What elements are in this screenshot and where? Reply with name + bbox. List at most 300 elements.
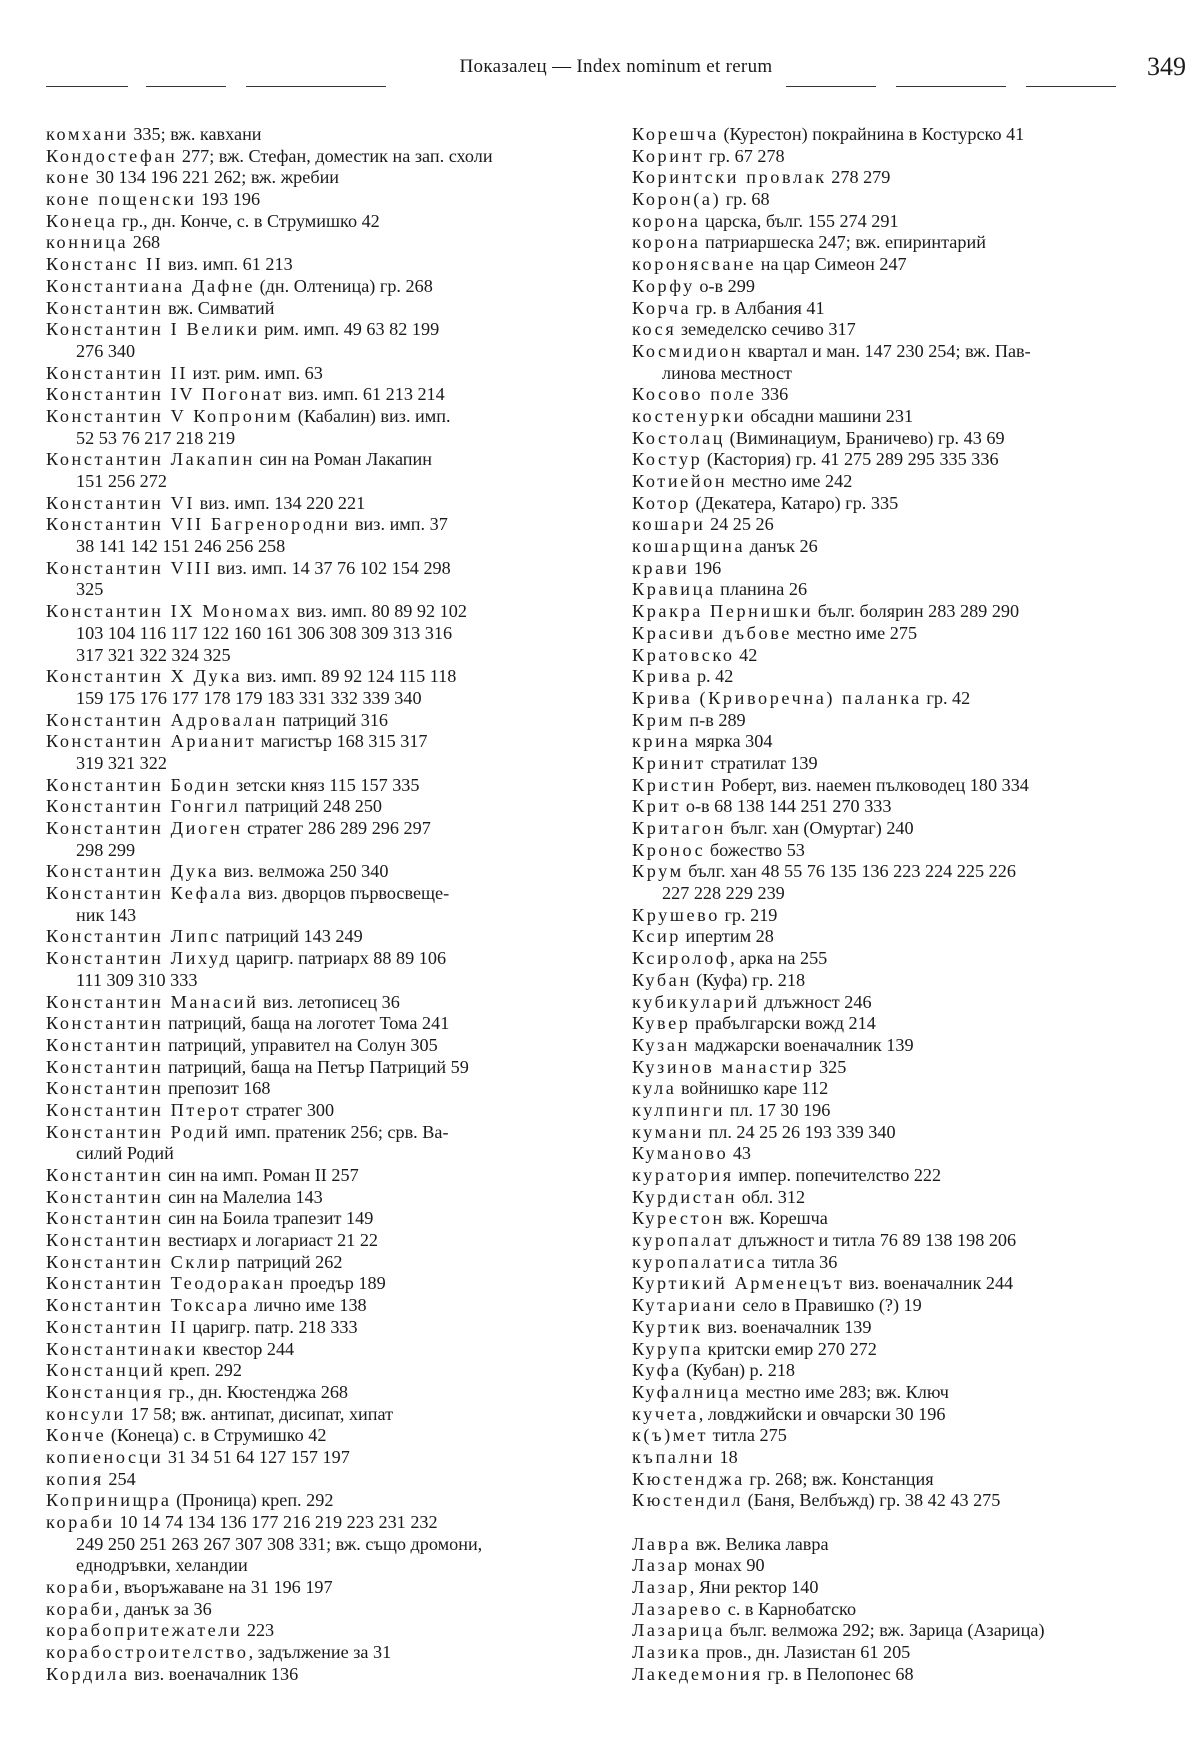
index-headword: Куртикий Арменецът xyxy=(632,1273,845,1294)
index-entry-line xyxy=(46,1599,584,1621)
index-entry-line xyxy=(632,124,1180,146)
index-entry-text: (Проница) креп. 292 xyxy=(171,1490,334,1511)
index-headword: Куфа xyxy=(632,1360,682,1381)
index-entry-line xyxy=(46,1360,584,1382)
index-entry-text: гр. 42 xyxy=(921,687,971,708)
index-entry-line xyxy=(632,319,1180,341)
index-entry-text: 298 299 xyxy=(76,839,136,860)
index-entry-line xyxy=(632,558,1180,580)
index-entry-text: 336 xyxy=(756,384,789,405)
index-entry-line xyxy=(632,1295,1180,1317)
index-entry-line xyxy=(46,298,584,320)
index-entry-line xyxy=(632,1057,1180,1079)
index-entry-line xyxy=(632,775,1180,797)
index-entry-text: силий Родий xyxy=(76,1143,174,1164)
index-entry-text: виз. военачалник 244 xyxy=(844,1273,1014,1294)
index-headword: Крум xyxy=(632,861,684,882)
index-headword: Куманово xyxy=(632,1143,729,1164)
index-headword: Кравица xyxy=(632,579,716,600)
index-entry-line xyxy=(46,1512,584,1534)
index-headword: корона xyxy=(632,232,701,253)
index-entry-text: царигр. патр. 218 333 xyxy=(187,1316,358,1337)
index-entry-line xyxy=(46,276,584,298)
index-entry-text: 31 34 51 64 127 157 197 xyxy=(163,1446,350,1467)
index-entry-text: обсадни машини 231 xyxy=(746,405,914,426)
index-headword: Курестон xyxy=(632,1208,725,1229)
index-headword: Лазарево xyxy=(632,1598,724,1619)
index-headword: Лазар xyxy=(632,1555,690,1576)
index-headword: Лакедемония xyxy=(632,1663,763,1684)
index-entry-line xyxy=(632,341,1180,363)
index-entry-line xyxy=(46,1078,584,1100)
index-entry-text: 24 25 26 xyxy=(705,514,774,535)
header-rule-left-1 xyxy=(46,86,128,87)
index-entry-line xyxy=(46,601,584,623)
index-entry-text: (Курестон) покрайнина в Костурско 41 xyxy=(718,124,1025,144)
index-entry-line xyxy=(632,167,1180,189)
index-entry-text: 103 104 116 117 122 160 161 306 308 309 313 316 xyxy=(76,622,453,643)
index-entry-line xyxy=(46,1490,584,1512)
index-entry-line xyxy=(632,1599,1180,1621)
index-entry-line xyxy=(632,1078,1180,1100)
index-entry-text: патриаршеска 247; вж. епиринтарий xyxy=(700,232,986,253)
index-entry-text: патриций, управител на Солун 305 xyxy=(163,1034,438,1055)
index-entry-line xyxy=(632,579,1180,601)
index-headword: Кондостефан xyxy=(46,145,178,166)
header-rule-left-2 xyxy=(146,86,226,87)
index-entry-line xyxy=(632,514,1180,536)
index-entry-text: данък 26 xyxy=(745,536,818,557)
index-entry-line xyxy=(46,883,584,905)
index-headword: Крушево xyxy=(632,904,720,925)
index-entry-line xyxy=(632,992,1180,1014)
index-headword: Константин Бодин xyxy=(46,774,232,795)
index-entry-line xyxy=(632,449,1180,471)
index-entry-line xyxy=(46,840,584,862)
index-headword: Кюстенджа xyxy=(632,1468,745,1489)
index-entry-text: виз. имп. 61 213 214 xyxy=(283,384,445,405)
index-entry-text: изт. рим. имп. 63 xyxy=(187,362,323,383)
index-entry-text: местно име 283; вж. Ключ xyxy=(741,1381,949,1402)
index-entry-text: (Конеца) с. в Струмишко 42 xyxy=(106,1425,327,1446)
index-headword: Константин Токсара xyxy=(46,1295,250,1316)
index-headword: Константин VI xyxy=(46,492,196,513)
index-entry-line xyxy=(46,1208,584,1230)
index-entry-line xyxy=(632,688,1180,710)
index-entry-line xyxy=(46,514,584,536)
index-entry-text: 193 196 xyxy=(196,189,261,210)
index-entry-text: длъжност 246 xyxy=(759,991,872,1012)
index-entry-text: маджарски военачалник 139 xyxy=(689,1034,914,1055)
index-headword: Кузинов манастир xyxy=(632,1056,815,1077)
index-entry-text: , въоръжаване на 31 196 197 xyxy=(114,1577,333,1598)
index-entry-text: 268 xyxy=(128,232,161,253)
header-rule-right-3 xyxy=(1026,86,1116,87)
index-entry-text: гр. 67 278 xyxy=(704,145,785,166)
index-entry-text: , данък за 36 xyxy=(114,1598,212,1619)
index-headword: Константин X Дука xyxy=(46,666,243,687)
index-entry-line xyxy=(632,926,1180,948)
index-headword: Константин VII Багренородни xyxy=(46,514,351,535)
index-headword: Костур xyxy=(632,449,703,470)
index-entry-line xyxy=(46,167,584,189)
index-entry-text: стратег 286 289 296 297 xyxy=(242,818,431,838)
index-entry-text: зетски княз 115 157 335 xyxy=(231,774,420,795)
page-number: 349 xyxy=(1147,52,1186,81)
index-entry-line xyxy=(46,1035,584,1057)
index-entry-text: гр., дн. Кюстенджа 268 xyxy=(163,1381,349,1402)
index-entry-text: 38 141 142 151 246 256 258 xyxy=(76,536,286,557)
index-entry-text: ник 143 xyxy=(76,904,137,925)
index-entry-line xyxy=(46,948,584,970)
index-entry-text: виз. имп. 14 37 76 102 154 298 xyxy=(212,557,451,578)
index-headword: Константин VIII xyxy=(46,557,213,578)
index-entry-line xyxy=(46,1057,584,1079)
index-headword: Константин Склир xyxy=(46,1251,233,1272)
index-entry-line xyxy=(632,1425,1180,1447)
index-entry-line xyxy=(632,601,1180,623)
running-title: Показалец — Index nominum et rerum xyxy=(459,56,773,77)
index-headword: Константин Лакапин xyxy=(46,449,255,470)
index-headword: копия xyxy=(46,1468,104,1489)
index-entry-text: 10 14 74 134 136 177 216 219 223 231 232 xyxy=(114,1512,438,1532)
index-entry-line xyxy=(632,536,1180,558)
index-entry-text: син на имп. Роман II 257 xyxy=(163,1165,359,1185)
index-entry-line xyxy=(46,753,584,775)
index-entry-line xyxy=(632,1360,1180,1382)
index-entry-text: , арка на 255 xyxy=(730,948,828,969)
index-entry-text: ипертим 28 xyxy=(680,926,774,947)
index-headword: Константин IX Мономах xyxy=(46,601,293,622)
index-entry-text: син на Боила трапезит 149 xyxy=(163,1208,374,1229)
index-headword: консули xyxy=(46,1403,126,1424)
index-headword: Ксиролоф xyxy=(632,948,731,969)
index-headword: кошари xyxy=(632,514,706,535)
index-headword: Космидион xyxy=(632,340,744,361)
index-headword: Константин Гонгил xyxy=(46,796,241,817)
index-headword: Константин xyxy=(46,297,164,318)
index-headword: костенурки xyxy=(632,405,747,426)
index-entry-line xyxy=(46,1100,584,1122)
index-headword: кула xyxy=(632,1078,677,1099)
index-headword: Кронос xyxy=(632,839,706,860)
index-entry-line xyxy=(46,579,584,601)
index-entry-line xyxy=(46,428,584,450)
index-entry-line xyxy=(632,384,1180,406)
index-entry-text: (Кубан) р. 218 xyxy=(681,1360,796,1381)
index-headword: Котиейон xyxy=(632,471,728,491)
index-headword: куропалатиса xyxy=(632,1251,768,1272)
index-headword: Лазарица xyxy=(632,1620,726,1641)
index-entry-line xyxy=(632,493,1180,515)
index-entry-line xyxy=(46,449,584,471)
index-entry-line xyxy=(46,970,584,992)
index-entry-text: виз. имп. 61 213 xyxy=(163,254,293,275)
index-entry-line xyxy=(632,840,1180,862)
index-headword: коне пощенски xyxy=(46,189,197,210)
index-headword: корона xyxy=(632,210,701,231)
index-entry-line xyxy=(46,536,584,558)
index-headword: Кубан xyxy=(632,969,692,990)
index-entry-line xyxy=(46,623,584,645)
index-entry-line xyxy=(46,775,584,797)
index-entry-text: гр. в Албания 41 xyxy=(691,297,825,318)
index-entry-line xyxy=(46,341,584,363)
index-entry-line xyxy=(632,1469,1180,1491)
index-headword: Лазар xyxy=(632,1577,690,1598)
index-entry-text: село в Правишко (?) 19 xyxy=(737,1295,922,1316)
index-entry-text: (Виминациум, Браничево) гр. 43 69 xyxy=(725,427,1005,448)
index-headword: Кордила xyxy=(46,1663,130,1684)
index-headword: Кюстендил xyxy=(632,1490,744,1511)
index-headword: Кутариани xyxy=(632,1295,738,1316)
index-headword: Крива xyxy=(632,666,693,687)
index-entry-text: критски емир 270 272 xyxy=(703,1338,877,1359)
index-headword: кулпинги xyxy=(632,1099,726,1120)
index-entry-text: стратег 300 xyxy=(241,1099,335,1120)
index-headword: Корфу xyxy=(632,275,695,296)
index-entry-text: патриций 262 xyxy=(232,1251,343,1272)
index-entry-line xyxy=(632,298,1180,320)
page-header xyxy=(46,52,1186,90)
index-entry-text: стратилат 139 xyxy=(705,752,818,773)
index-entry-text: виз. имп. 80 89 92 102 xyxy=(292,601,467,622)
index-headword: Константин Кефала xyxy=(46,883,244,904)
index-entry-line xyxy=(46,992,584,1014)
index-entry-text: линова местност xyxy=(662,362,792,383)
index-entry-text: бълг. хан (Омуртаг) 240 xyxy=(725,818,914,838)
index-headword: кубикуларий xyxy=(632,991,760,1012)
index-headword: Кратовско xyxy=(632,644,735,665)
index-entry-text: гр. 219 xyxy=(719,904,778,925)
index-headword: Константин xyxy=(46,1208,164,1229)
index-headword: Константин Липс xyxy=(46,926,221,947)
index-headword: кораби xyxy=(46,1598,115,1619)
index-entry-line xyxy=(46,1013,584,1035)
index-entry-text: 317 321 322 324 325 xyxy=(76,644,231,665)
index-entry-line xyxy=(632,1230,1180,1252)
index-entry-text: 335; вж. кавхани xyxy=(128,124,262,144)
index-entry-line xyxy=(632,1339,1180,1361)
index-headword: конница xyxy=(46,232,129,253)
index-entry-text: вж. Велика лавра xyxy=(691,1533,829,1554)
index-headword: Константин Манасий xyxy=(46,991,259,1012)
index-entry-text: местно име 275 xyxy=(791,622,918,643)
index-headword: Костолац xyxy=(632,427,726,448)
index-entry-line xyxy=(632,1490,1180,1512)
index-headword: Куртик xyxy=(632,1316,703,1337)
index-entry-text: 278 279 xyxy=(826,167,891,188)
index-headword: Константин I Велики xyxy=(46,319,260,340)
index-headword: кучета xyxy=(632,1403,699,1424)
index-entry-line xyxy=(46,710,584,732)
index-headword: Константин Лихуд xyxy=(46,948,232,969)
index-entry-text: квестор 244 xyxy=(197,1338,295,1359)
index-headword: коронясване xyxy=(632,254,757,275)
index-headword: Констанций xyxy=(46,1360,166,1381)
index-entry-text: обл. 312 xyxy=(737,1186,806,1207)
index-entry-line xyxy=(632,1512,1180,1534)
index-headword: Константин xyxy=(46,1034,164,1055)
index-entry-text: гр. 268; вж. Констанция xyxy=(744,1468,934,1489)
index-entry-text: рим. имп. 49 63 82 199 xyxy=(259,319,440,340)
index-entry-text: вж. Корешча xyxy=(724,1208,828,1229)
index-entry-line xyxy=(46,471,584,493)
index-entry-text: 151 256 272 xyxy=(76,471,167,491)
index-headword: Константинаки xyxy=(46,1338,198,1359)
index-entry-text: 319 321 322 xyxy=(76,752,167,773)
index-headword: Лавра xyxy=(632,1533,692,1554)
index-entry-line xyxy=(46,1664,584,1686)
index-headword: Конче xyxy=(46,1425,107,1446)
index-headword: куропалат xyxy=(632,1230,734,1251)
index-entry-line xyxy=(46,1642,584,1664)
index-entry-line xyxy=(632,1273,1180,1295)
index-entry-line xyxy=(46,926,584,948)
index-entry-text: имп. пратеник 256; срв. Ва- xyxy=(230,1121,449,1142)
index-entry-line xyxy=(632,146,1180,168)
index-entry-line xyxy=(46,211,584,233)
index-headword: Курдистан xyxy=(632,1186,738,1207)
index-headword: Константин V Копроним xyxy=(46,405,294,426)
index-headword: Константин II xyxy=(46,362,188,383)
index-headword: крави xyxy=(632,557,690,578)
index-entry-line xyxy=(46,406,584,428)
index-entry-text: пл. 24 25 26 193 339 340 xyxy=(703,1121,896,1142)
index-entry-text: титла 36 xyxy=(767,1251,838,1272)
index-entry-line xyxy=(46,1620,584,1642)
index-entry-text: импер. попечителство 222 xyxy=(733,1165,942,1185)
index-entry-text: квартал и ман. 147 230 254; вж. Пав- xyxy=(743,340,1031,361)
index-entry-line xyxy=(632,232,1180,254)
index-entry-line xyxy=(632,1208,1180,1230)
index-entry-line xyxy=(46,1143,584,1165)
index-entry-line xyxy=(632,471,1180,493)
index-entry-text: (Баня, Велбъжд) гр. 38 42 43 275 xyxy=(743,1490,1001,1511)
index-entry-line xyxy=(46,861,584,883)
index-entry-text: 325 xyxy=(76,579,104,600)
index-headword: кося xyxy=(632,319,677,340)
index-entry-text: царигр. патриарх 88 89 106 xyxy=(231,948,447,969)
index-headword: Константин Арианит xyxy=(46,731,257,752)
index-entry-text: (Кабалин) виз. имп. xyxy=(293,405,451,426)
index-entry-text: царска, бълг. 155 274 291 xyxy=(700,210,899,231)
index-entry-line xyxy=(46,1230,584,1252)
index-entry-text: бълг. хан 48 55 76 135 136 223 224 225 226 xyxy=(683,861,1016,882)
index-entry-text: 111 309 310 333 xyxy=(76,969,198,990)
index-entry-text: пл. 17 30 196 xyxy=(725,1099,831,1120)
index-entry-line xyxy=(632,1187,1180,1209)
index-entry-text: 223 xyxy=(242,1620,275,1641)
index-entry-text: виз. имп. 89 92 124 115 118 xyxy=(242,666,457,687)
index-entry-text: еднодръвки, хеландии xyxy=(76,1555,248,1576)
index-entry-line xyxy=(632,1620,1180,1642)
index-headword: Лазика xyxy=(632,1642,702,1663)
index-entry-line xyxy=(46,1534,584,1556)
index-entry-text: (Кастория) гр. 41 275 289 295 335 336 xyxy=(702,449,999,470)
index-entry-text: 42 xyxy=(734,644,758,665)
index-entry-text: 249 250 251 263 267 307 308 331; вж. също дромони, xyxy=(76,1533,483,1554)
index-headword: Косово поле xyxy=(632,384,757,405)
index-headword: Копринищра xyxy=(46,1490,172,1511)
index-entry-text: вестиарх и логариаст 21 22 xyxy=(163,1230,379,1251)
index-entry-line xyxy=(46,558,584,580)
index-entry-line xyxy=(632,1534,1180,1556)
index-headword: Котор xyxy=(632,492,691,513)
index-entry-line xyxy=(632,211,1180,233)
index-entry-line xyxy=(632,753,1180,775)
index-entry-line xyxy=(46,254,584,276)
index-entry-text: виз. военачалник 136 xyxy=(129,1663,299,1684)
index-entry-line xyxy=(46,1187,584,1209)
index-entry-text: , задължение за 31 xyxy=(248,1642,392,1663)
index-entry-line xyxy=(46,1382,584,1404)
index-entry-text: 276 340 xyxy=(76,340,136,361)
index-entry-text: 159 175 176 177 178 179 183 331 332 339 340 xyxy=(76,687,422,708)
index-entry-line xyxy=(632,948,1180,970)
index-headword: Корешча xyxy=(632,124,719,144)
header-rule-right-1 xyxy=(786,86,876,87)
index-entry-text: патриций 248 250 xyxy=(240,796,383,817)
index-column-left xyxy=(46,124,584,1686)
index-entry-line xyxy=(46,1295,584,1317)
index-entry-line xyxy=(46,645,584,667)
index-entry-text: 43 xyxy=(728,1143,751,1164)
index-headword: Константин Птерот xyxy=(46,1099,242,1120)
index-entry-text: 277; вж. Стефан, доместик на зап. схоли xyxy=(177,145,493,166)
index-entry-line xyxy=(46,232,584,254)
index-entry-text: 227 228 229 239 xyxy=(662,883,785,904)
index-entry-text: виз. военачалник 139 xyxy=(702,1316,872,1337)
index-entry-line xyxy=(632,645,1180,667)
index-entry-line xyxy=(632,276,1180,298)
header-rule-left-3 xyxy=(246,86,386,87)
index-entry-text: о-в 299 xyxy=(694,275,755,296)
index-headword: Константин xyxy=(46,1186,164,1207)
index-entry-text: мярка 304 xyxy=(690,731,773,752)
index-headword: кораби xyxy=(46,1577,115,1598)
index-headword: кошарщина xyxy=(632,536,746,557)
index-entry-text: виз. имп. 37 xyxy=(350,514,448,535)
index-entry-line xyxy=(46,146,584,168)
index-entry-line xyxy=(46,384,584,406)
index-entry-text: лично име 138 xyxy=(249,1295,367,1316)
index-entry-text: 52 53 76 217 218 219 xyxy=(76,427,236,448)
index-headword: Коринтски провлак xyxy=(632,167,827,188)
index-entry-text: (дн. Олтеница) гр. 268 xyxy=(255,275,433,296)
index-entry-line xyxy=(632,1382,1180,1404)
index-entry-text: с. в Карнобатско xyxy=(723,1598,857,1619)
index-entry-line xyxy=(632,254,1180,276)
index-headword: Крим xyxy=(632,709,685,730)
index-headword: Константин IV Погонат xyxy=(46,384,284,405)
index-entry-line xyxy=(46,1339,584,1361)
index-entry-text: син на Роман Лакапин xyxy=(254,449,433,470)
index-entry-text: магистър 168 315 317 xyxy=(256,731,428,752)
index-entry-line xyxy=(46,818,584,840)
index-entry-text: виз. имп. 134 220 221 xyxy=(195,492,366,513)
index-entry-text: гр. в Пелопонес 68 xyxy=(762,1663,914,1684)
index-headword: крина xyxy=(632,731,691,752)
index-entry-line xyxy=(46,688,584,710)
index-headword: Корон(а) xyxy=(632,189,722,210)
index-headword: Константин xyxy=(46,1165,164,1185)
index-entry-text: бълг. велможа 292; вж. Зарица (Азарица) xyxy=(725,1620,1045,1641)
index-entry-text: 18 xyxy=(714,1446,738,1467)
index-entry-line xyxy=(632,818,1180,840)
index-entry-line xyxy=(632,1317,1180,1339)
index-headword: Константин xyxy=(46,1056,164,1077)
